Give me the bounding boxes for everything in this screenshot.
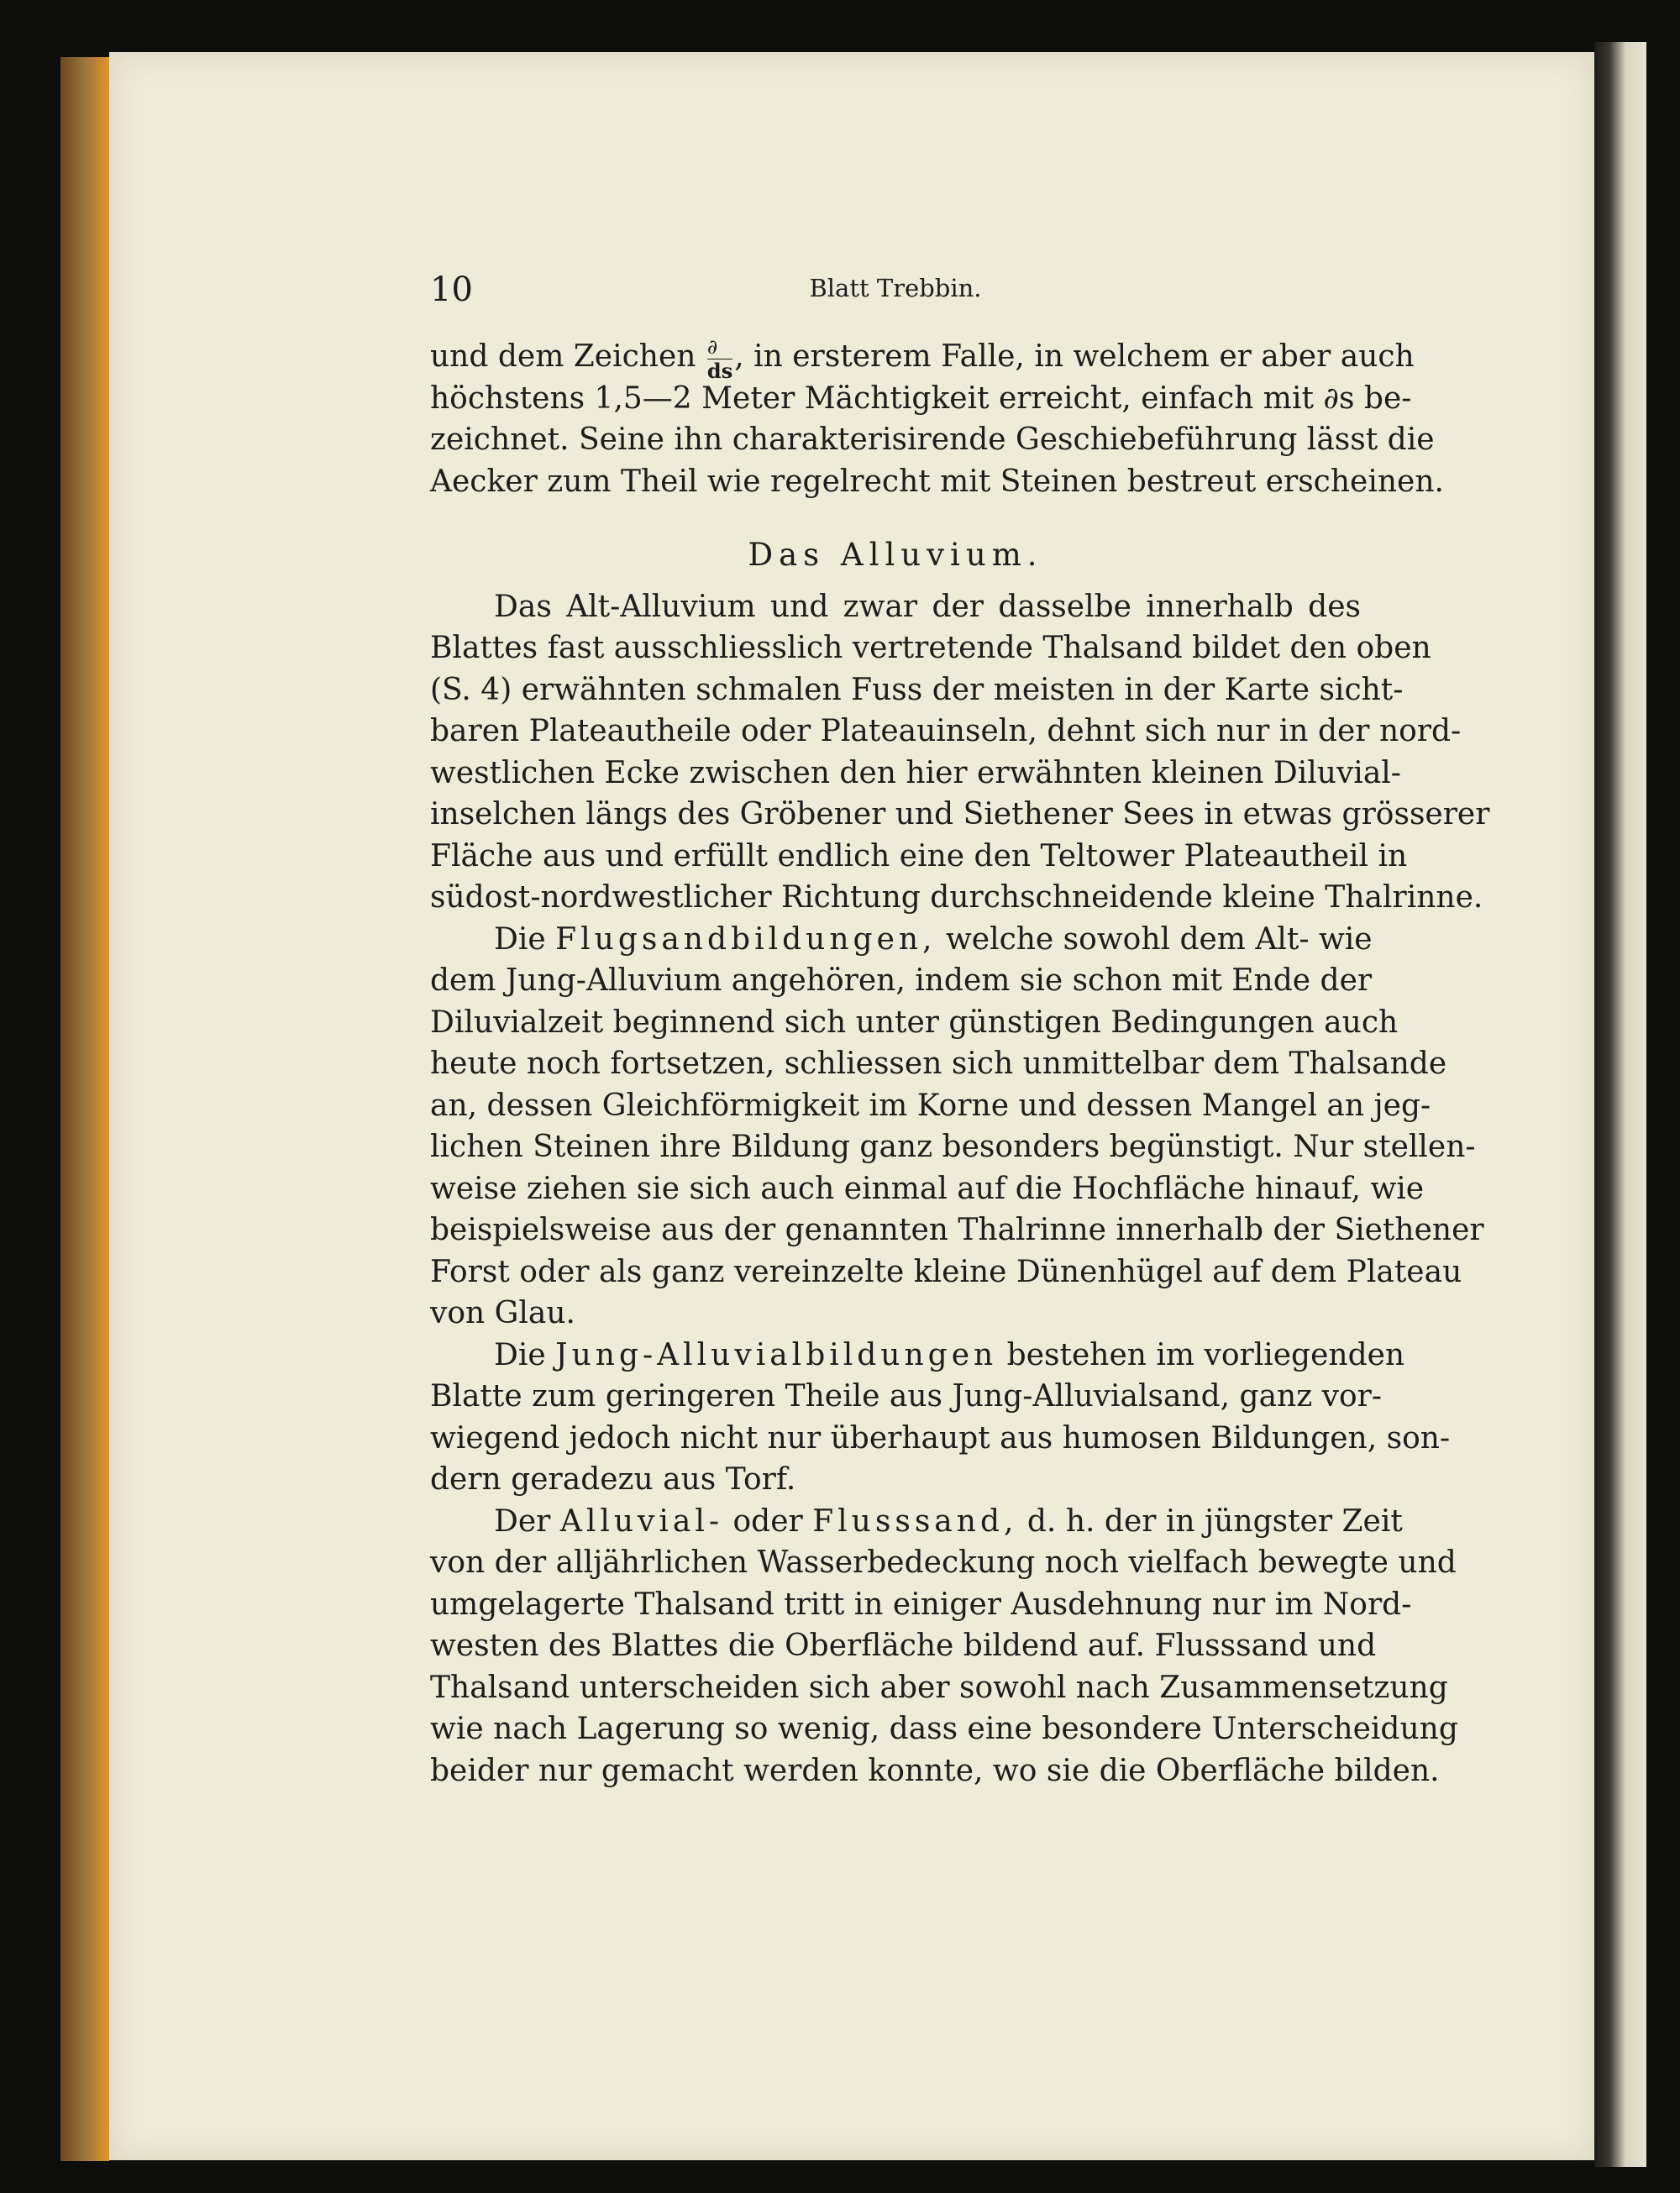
- text-line: umgelagerte Thalsand tritt in einiger Ausdehnung nur im Nord-: [430, 1587, 1412, 1622]
- fraction-symbol: $\frac{\partial}{ds}$: [706, 334, 733, 383]
- text-line: Die Flugsandbildungen, welche sowohl dem Alt- wie: [494, 921, 1373, 957]
- text-line: Forst oder als ganz vereinzelte kleine Dünenhügel auf dem Plateau: [430, 1254, 1462, 1289]
- text-line: Die Jung-Alluvialbildungen bestehen im vorliegenden: [494, 1337, 1405, 1372]
- text-line: beispielsweise aus der genannten Thalrinne innerhalb der Siethener: [430, 1213, 1484, 1247]
- section-heading: Das Alluvium.: [748, 537, 1043, 573]
- text-line: höchstens 1,5—2 Meter Mächtigkeit erreicht, einfach mit ∂s be-: [430, 380, 1412, 416]
- text-line: an, dessen Gleichförmigkeit im Korne und dessen Mangel an jeg-: [430, 1088, 1431, 1123]
- page-number: 10: [430, 270, 473, 309]
- text-line: Fläche aus und erfüllt endlich eine den Teltower Plateautheil in: [430, 838, 1408, 874]
- paragraph: [430, 586, 1490, 919]
- text-line: wiegend jedoch nicht nur überhaupt aus humosen Bildungen, son-: [430, 1420, 1451, 1456]
- spaced-term: Jung-Alluvialbildungen: [555, 1337, 998, 1372]
- text-line: dern geradezu aus Torf.: [430, 1462, 796, 1497]
- text-line: und dem Zeichen $\frac{\partial}{ds}$ , in ersterem Falle, in welchem er aber auch: [430, 334, 1415, 383]
- text-line: südost-nordwestlicher Richtung durchschneidende kleine Thalrinne.: [430, 880, 1483, 915]
- text-line: Blattes fast ausschliesslich vertretende Thalsand bildet den oben: [430, 631, 1431, 665]
- text-line: baren Plateautheile oder Plateauinseln, dehnt sich nur in der nord-: [430, 714, 1462, 748]
- text-line: Das Alt-Alluvium und zwar der dasselbe innerhalb des: [494, 589, 1361, 624]
- text-line: weise ziehen sie sich auch einmal auf die Hochfläche hinauf, wie: [430, 1171, 1425, 1206]
- text-line: (S. 4) erwähnten schmalen Fuss der meisten in der Karte sicht-: [430, 672, 1404, 707]
- paragraph: [430, 1501, 1458, 1792]
- text-line: wie nach Lagerung so wenig, dass eine besondere Unterscheidung: [430, 1712, 1458, 1746]
- spaced-term: Flugsandbildungen,: [555, 921, 937, 957]
- text-line: westen des Blattes die Oberfläche bildend auf. Flusssand und: [430, 1629, 1377, 1663]
- text-line: dem Jung-Alluvium angehören, indem sie schon mit Ende der: [430, 963, 1373, 998]
- paragraph: [430, 1335, 1451, 1501]
- text-line: von der alljährlichen Wasserbedeckung noch vielfach bewegte und: [430, 1545, 1457, 1580]
- spaced-term: Alluvial-: [559, 1503, 724, 1539]
- paragraph: [430, 919, 1484, 1335]
- text-line: Aecker zum Theil wie regelrecht mit Steinen bestreut erscheinen.: [430, 464, 1444, 499]
- text-line: Blatte zum geringeren Theile aus Jung-Alluvialsand, ganz vor-: [430, 1379, 1383, 1414]
- spaced-term: Flusssand,: [812, 1503, 1018, 1539]
- text-line: inselchen längs des Gröbener und Siethener Sees in etwas grösserer: [430, 797, 1490, 832]
- text-line: zeichnet. Seine ihn charakterisirende Geschiebeführung lässt die: [430, 422, 1435, 457]
- facing-page-edge: [1594, 42, 1646, 2167]
- text-line: Der Alluvial- oder Flusssand, d. h. der in jüngster Zeit: [494, 1503, 1403, 1539]
- text-line: heute noch fortsetzen, schliessen sich unmittelbar dem Thalsande: [430, 1047, 1447, 1081]
- paragraph: [430, 334, 1444, 502]
- text-line: beider nur gemacht werden konnte, wo sie die Oberfläche bilden.: [430, 1753, 1440, 1788]
- page-header: [430, 270, 1361, 312]
- text-line: Diluvialzeit beginnend sich unter günstigen Bedingungen auch: [430, 1005, 1399, 1040]
- text-line: von Glau.: [430, 1296, 576, 1330]
- book-spine-edge: [60, 57, 109, 2161]
- running-title: Blatt Trebbin.: [809, 274, 982, 302]
- text-line: lichen Steinen ihre Bildung ganz besonders begünstigt. Nur stellen-: [430, 1130, 1476, 1164]
- text-line: Thalsand unterscheiden sich aber sowohl nach Zusammensetzung: [430, 1670, 1448, 1705]
- body-text: [430, 334, 1490, 1792]
- text-line: westlichen Ecke zwischen den hier erwähnten kleinen Diluvial-: [430, 755, 1401, 790]
